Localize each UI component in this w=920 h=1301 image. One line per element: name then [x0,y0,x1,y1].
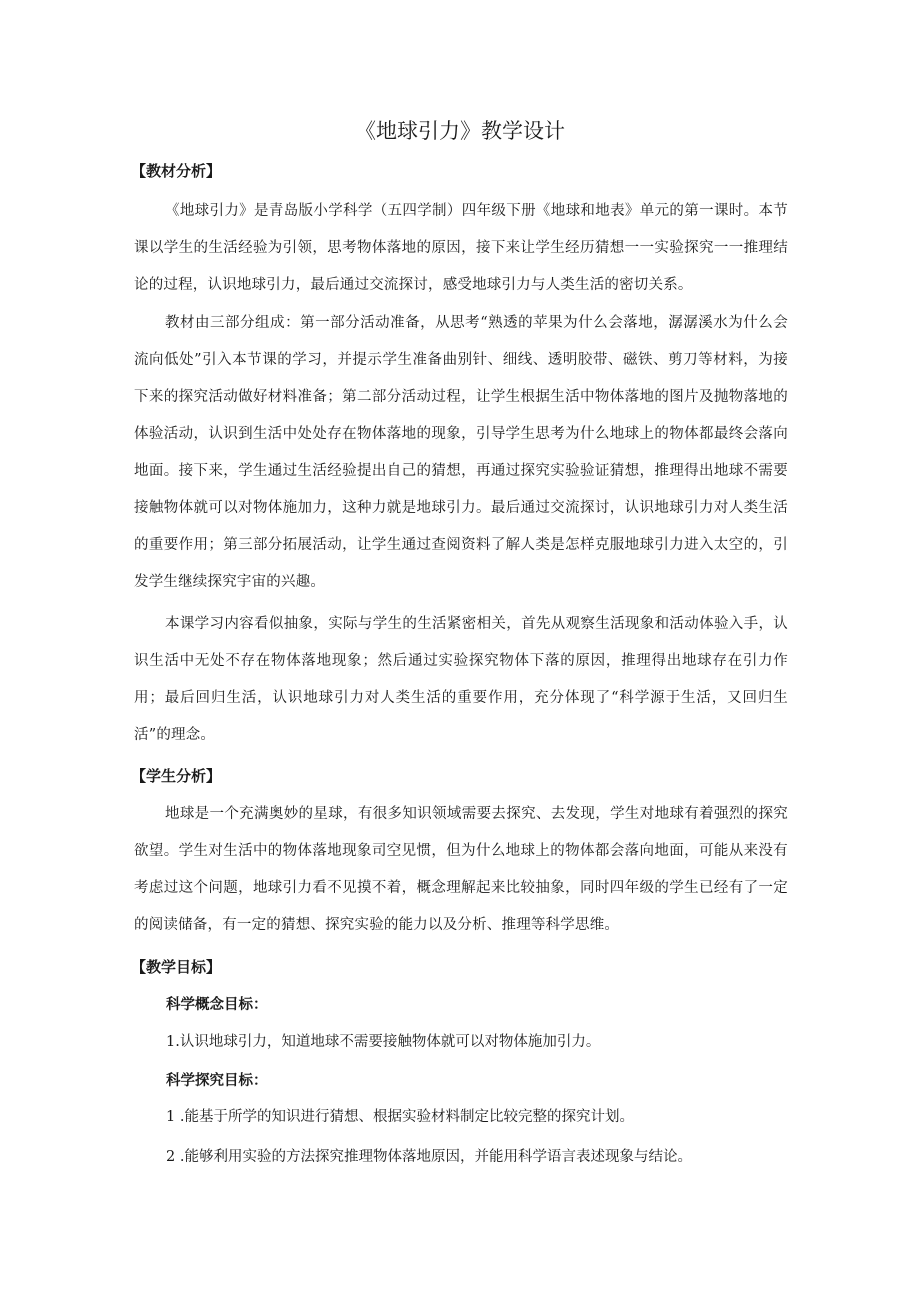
section-heading-goals: 【教学目标】 [131,958,222,976]
inquiry-goal-item-2: 2 .能够利用实验的方法探究推理物体落地原因，并能用科学语言表述现象与结论。 [166,1149,692,1165]
students-paragraph-1: 地球是一个充满奥妙的星球，有很多知识领域需要去探究、去发现，学生对地球有着强烈的探究欲望。学生对生活中的物体落地现象司空见惯，但为什么地球上的物体都会落向地面，可能从来没有考虑过这个问题，地球引力看不见摸不着，概念理解起来比较抽象，同时四年级的学生已经有了一定的阅读储备，有一定的猜想、探究实验的能力以及分析、推理等科学思维。 [134,806,788,933]
concept-goal-item-1: 1.认识地球引力，知道地球不需要接触物体就可以对物体施加引力。 [166,1034,601,1050]
materials-paragraph-3: 本课学习内容看似抽象，实际与学生的生活紧密相关，首先从观察生活现象和活动体验入手，认识生活中无处不存在物体落地现象；然后通过实验探究物体下落的原因，推理得出地球存在引力作用；最后回归生活，认识地球引力对人类生活的重要作用，充分体现了“科学源于生活，又回归生活”的理念。 [134,616,788,743]
inquiry-goal-item-1: 1 .能基于所学的知识进行猜想、根据实验材料制定比较完整的探究计划。 [166,1109,634,1125]
inquiry-goals-label: 科学探究目标： [166,1072,268,1089]
section-heading-students: 【学生分析】 [131,767,222,785]
materials-paragraph-1: 《地球引力》是青岛版小学科学（五四学制）四年级下册《地球和地表》单元的第一课时。本节课以学生的生活经验为引领，思考物体落地的原因，接下来让学生经历猜想一一实验探究一一推理结论的过程，认识地球引力，最后通过交流探讨，感受地球引力与人类生活的密切关系。 [134,203,788,293]
section-heading-materials: 【教材分析】 [131,162,222,180]
page-title: 《地球引力》教学设计 [355,119,565,143]
concept-goals-label: 科学概念目标： [166,996,268,1013]
materials-paragraph-2: 教材由三部分组成：第一部分活动准备，从思考“熟透的苹果为什么会落地，潺潺溪水为什么会流向低处”引入本节课的学习，并提示学生准备曲别针、细线、透明胶带、磁铁、剪刀等材料，为接下来的探究活动做好材料准备；第二部分活动过程，让学生根据生活中物体落地的图片及抛物落地的体验活动，认识到生活中处处存在物体落地的现象，引导学生思考为什么地球上的物体都最终会落向地面。接下来，学生通过生活经验提出自己的猜想，再通过探究实验验证猜想，推理得出地球不需要接触物体就可以对物体施加力，这种力就是地球引力。最后通过交流探讨，认识地球引力对人类生活的重要作用；第三部分拓展活动，让学生通过查阅资料了解人类是怎样克服地球引力进入太空的，引发学生继续探究宇宙的兴趣。 [134,315,788,590]
